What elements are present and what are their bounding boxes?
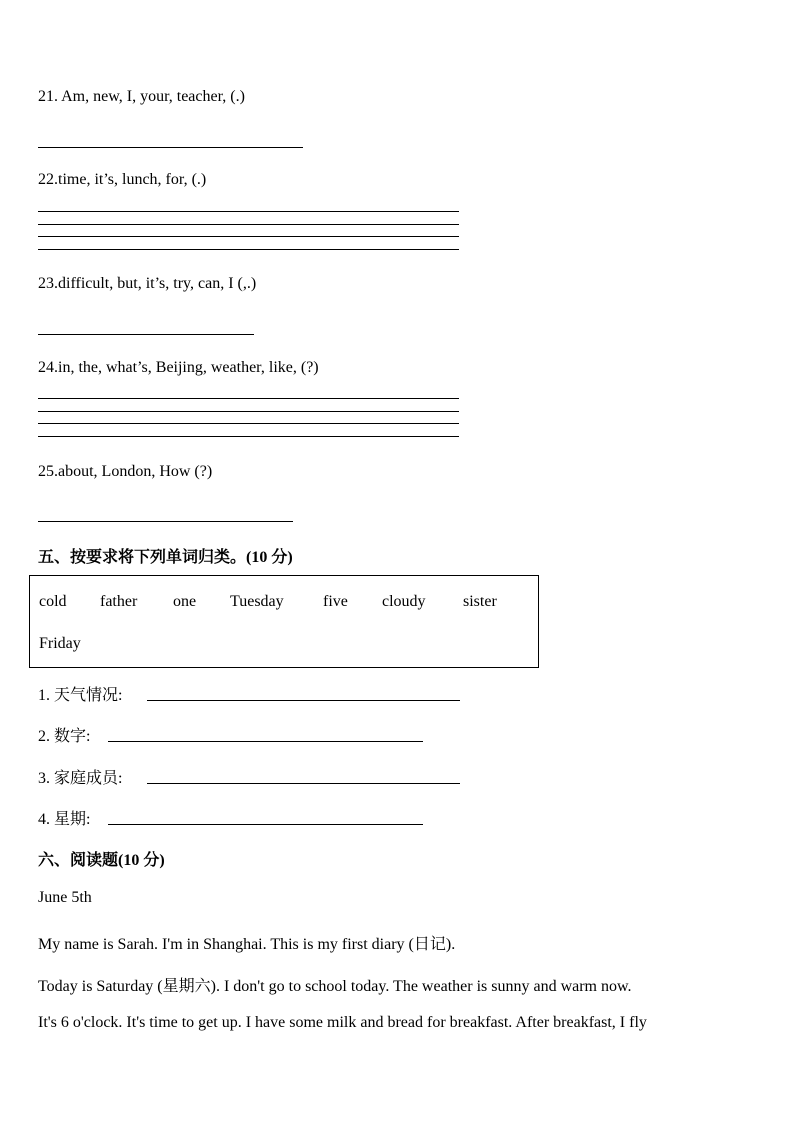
answer-line[interactable] <box>38 224 459 225</box>
question-21 <box>38 87 245 107</box>
section-6-title: 六、阅读题(10 分) <box>38 852 165 869</box>
answer-line[interactable] <box>38 398 459 399</box>
question-23 <box>38 274 256 294</box>
word-item: cloudy <box>382 593 426 610</box>
category-answer-line[interactable] <box>147 783 460 784</box>
answer-line[interactable] <box>38 211 459 212</box>
category-answer-line[interactable] <box>108 824 423 825</box>
question-number: 22 <box>38 171 54 188</box>
question-number: 21 <box>38 88 54 105</box>
answer-line[interactable] <box>38 411 459 412</box>
word-item: cold <box>39 593 67 610</box>
answer-line[interactable] <box>38 423 459 424</box>
category-answer-line[interactable] <box>147 700 460 701</box>
question-25 <box>38 462 212 482</box>
answer-line[interactable] <box>38 249 459 250</box>
question-24 <box>38 358 319 378</box>
question-number: 24 <box>38 359 54 376</box>
passage-line: It's 6 o'clock. It's time to get up. I have some milk and bread for breakfast. After breakfast, I fly <box>38 1014 647 1031</box>
question-text: .time, it’s, lunch, for, (.) <box>54 171 207 188</box>
question-number: 25 <box>38 463 54 480</box>
answer-line[interactable] <box>38 147 303 148</box>
passage-line: Today is Saturday (星期六). I don't go to school today. The weather is sunny and warm now. <box>38 978 632 995</box>
word-item: Tuesday <box>230 593 284 610</box>
word-item: sister <box>463 593 497 610</box>
answer-line[interactable] <box>38 236 459 237</box>
answer-line[interactable] <box>38 521 293 522</box>
category-weather: 1. 天气情况: <box>38 687 123 704</box>
question-number: 23 <box>38 275 54 292</box>
passage-line: My name is Sarah. I'm in Shanghai. This is my first diary (日记). <box>38 936 456 953</box>
question-text: . Am, new, I, your, teacher, (.) <box>54 88 245 105</box>
category-numbers: 2. 数字: <box>38 728 91 745</box>
category-answer-line[interactable] <box>108 741 423 742</box>
word-bank <box>29 575 539 668</box>
question-text: .in, the, what’s, Beijing, weather, like, (?) <box>54 359 319 376</box>
answer-line[interactable] <box>38 436 459 437</box>
answer-line[interactable] <box>38 334 254 335</box>
category-family: 3. 家庭成员: <box>38 770 123 787</box>
section-5-title: 五、按要求将下列单词归类。(10 分) <box>38 549 293 566</box>
word-item: father <box>100 593 138 610</box>
word-item: five <box>323 593 348 610</box>
question-22 <box>38 170 206 190</box>
category-weekdays: 4. 星期: <box>38 811 91 828</box>
question-text: .about, London, How (?) <box>54 463 213 480</box>
diary-date: June 5th <box>38 889 92 906</box>
word-item: one <box>173 593 197 610</box>
question-text: .difficult, but, it’s, try, can, I (,.) <box>54 275 257 292</box>
word-item: Friday <box>39 635 81 652</box>
